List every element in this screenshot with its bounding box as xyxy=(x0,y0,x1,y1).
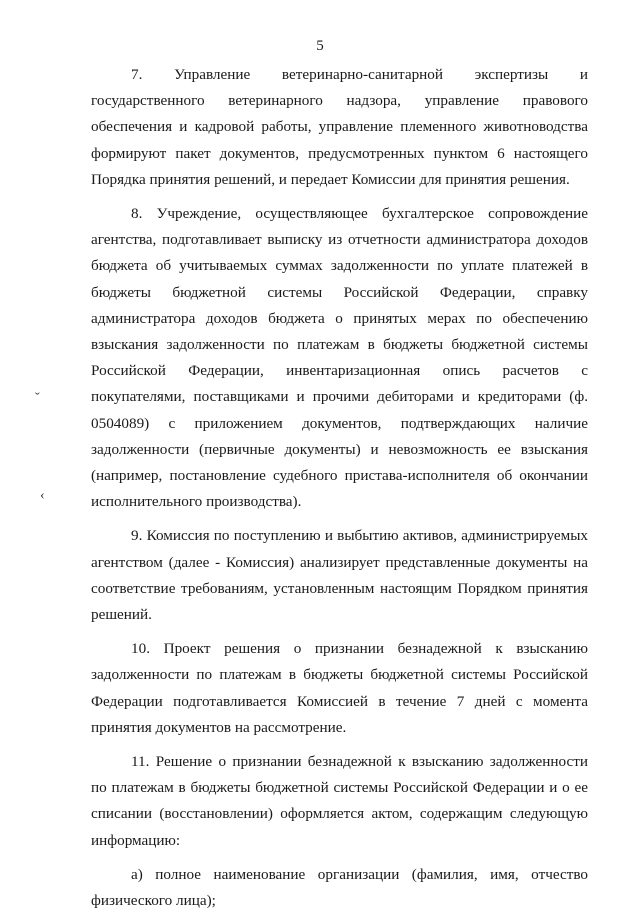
paragraph-11: 11. Решение о признании безнадежной к взысканию задолженности по платежам в бюджеты бюджетной системы Российской Федерации и о ее списании (восстановлении) оформляется актом, содержащим следующую информацию: xyxy=(91,753,588,849)
paragraph-9: 9. Комиссия по поступлению и выбытию активов, администрируемых агентством (далее - Комиссия) анализирует представленные документы на соответствие требованиям, установленным настоящим Порядком принятия решений. xyxy=(91,527,588,624)
paragraph-7: 7. Управление ветеринарно-санитарной экспертизы и государственного ветеринарного надзора, управление правового обеспечения и кадровой работы, управление племенного животноводства формируют пакет документов, предусмотренных пунктом 6 настоящего Порядка принятия решений, и передает Комиссии для принятия решения. xyxy=(91,66,588,188)
paragraph-11a: а) полное наименование организации (фамилия, имя, отчество физического лица); xyxy=(91,865,588,910)
page-number: 5 xyxy=(316,38,324,54)
paragraph-10: 10. Проект решения о признании безнадежной к взысканию задолженности по платежам в бюджеты бюджетной системы Российской Федерации подготавливается Комиссией в течение 7 дней с момента принятия документов на рассмотрение. xyxy=(91,640,588,736)
scan-mark: ˇ xyxy=(35,391,40,406)
scan-mark: ‹ xyxy=(40,488,45,503)
paragraph-8: 8. Учреждение, осуществляющее бухгалтерское сопровождение агентства, подготавливает выписку из отчетности администратора доходов бюджета об учитываемых суммах задолженности по уплате платежей в бюджеты бюджетной системы Российской Федерации, справку администратора доходов бюджета о принятых мерах по обеспечению взыскания задолженности по платежам в бюджеты бюджетной системы Российской Федерации, инвентаризационная опись расчетов с покупателями, поставщиками и прочими дебиторами и кредиторами (ф. 0504089) с приложением документов, подтверждающих наличие задолженности (первичные документы) и невозможность ее взыскания (например, постановление судебного пристава-исполнителя об окончании исполнительного производства). xyxy=(91,205,588,511)
document-body xyxy=(91,62,588,914)
